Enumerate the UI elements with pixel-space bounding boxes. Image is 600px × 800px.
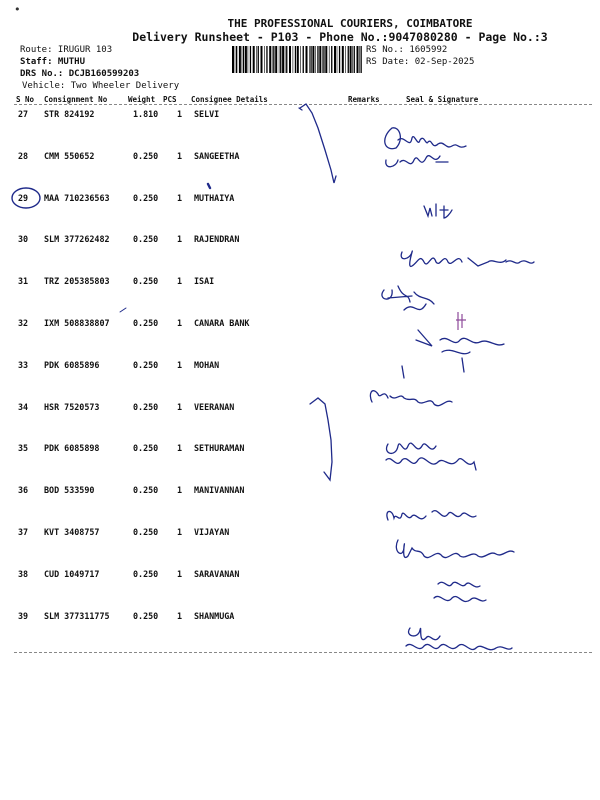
row-sno: 31 [18, 276, 29, 287]
row-pcs: 1 [177, 234, 183, 245]
row-sno: 34 [18, 401, 29, 412]
scan-mark: • [14, 3, 21, 16]
row-pcs: 1 [177, 359, 183, 370]
row-sno: 27 [18, 109, 29, 119]
row-consignment-no: SLM 377262482 [44, 234, 110, 245]
signature-31 [382, 286, 434, 310]
row-sno: 38 [18, 568, 29, 579]
vehicle-label: Vehicle: Two Wheeler Delivery [22, 81, 180, 91]
row-weight: 0.250 [133, 150, 159, 161]
rs-date: RS Date: 02-Sep-2025 [366, 57, 475, 67]
row-pcs: 1 [177, 109, 183, 119]
row-pcs: 1 [177, 527, 183, 537]
row-pcs: 1 [177, 610, 183, 621]
row-weight: 0.250 [133, 234, 159, 245]
row-weight: 0.250 [133, 610, 159, 621]
col-remarks: Remarks [348, 95, 380, 104]
row-pcs: 1 [177, 318, 183, 328]
row-consignment-no: BOD 533590 [44, 485, 95, 496]
row-consignee: CANARA BANK [194, 318, 250, 328]
row-consignee: SARAVANAN [194, 568, 240, 579]
signature-29 [424, 204, 452, 218]
row-sno: 37 [18, 527, 29, 537]
row-consignment-no: PDK 6085898 [44, 443, 100, 454]
row-consignment-no: TRZ 205385803 [44, 276, 110, 287]
row-consignee: SHANMUGA [194, 610, 235, 621]
row-consignment-no: IXM 508838807 [44, 318, 110, 328]
signature-30 [401, 251, 534, 266]
company-title: THE PROFESSIONAL COURIERS, COIMBATORE [227, 17, 473, 30]
col-sno: S No [16, 95, 35, 104]
row-sno: 33 [18, 359, 29, 370]
row-consignment-no: HSR 7520573 [44, 401, 100, 412]
row-sno: 39 [18, 610, 29, 621]
row-consignee: MANIVANNAN [194, 485, 245, 496]
row-pcs: 1 [177, 150, 183, 161]
signature-35 [386, 443, 476, 470]
row-consignment-no: KVT 3408757 [44, 527, 100, 537]
row-consignee: SETHURAMAN [194, 443, 245, 454]
row-consignment-no: PDK 6085896 [44, 359, 100, 370]
signature-32 [416, 330, 504, 354]
row-weight: 0.250 [133, 527, 159, 537]
row-consignment-no: STR 824192 [44, 109, 95, 119]
col-consignment: Consignment No [44, 95, 108, 104]
check-mark-27 [300, 104, 336, 183]
runsheet-subtitle: Delivery Runsheet - P103 - Phone No.:9047080280 - Page No.:3 [132, 30, 548, 44]
row-consignee: SANGEETHA [194, 150, 240, 161]
row-weight: 0.250 [133, 359, 159, 370]
row-consignee: VIJAYAN [194, 527, 230, 537]
signature-36 [387, 511, 476, 520]
row-weight: 0.250 [133, 485, 159, 496]
row-pcs: 1 [177, 443, 183, 454]
signature-38 [434, 582, 486, 601]
row-pcs: 1 [177, 276, 183, 287]
row-pcs: 1 [177, 568, 183, 579]
row-consignee: VEERANAN [194, 401, 235, 412]
row-sno: 30 [18, 234, 29, 245]
row-weight: 0.250 [133, 192, 159, 203]
row-sno: 28 [18, 150, 29, 161]
row-sno: 35 [18, 443, 29, 454]
sno-circle [12, 188, 40, 208]
row-weight: 0.250 [133, 568, 159, 579]
mark-33 [402, 358, 464, 378]
row-pcs: 1 [177, 401, 183, 412]
signature-28 [385, 128, 466, 149]
row-consignee: MOHAN [194, 359, 220, 370]
drs-label: DRS No.: DCJB160599203 [20, 69, 140, 79]
row-weight: 0.250 [133, 276, 159, 287]
row-weight: 0.250 [133, 401, 159, 412]
col-weight: Weight [128, 95, 156, 104]
signature-34 [370, 391, 452, 406]
row-consignee: MUTHAIYA [194, 192, 235, 203]
row-sno: 36 [18, 485, 29, 496]
row-pcs: 1 [177, 192, 183, 203]
row-weight: 0.250 [133, 443, 159, 454]
rs-number: RS No.: 1605992 [366, 45, 448, 55]
check-mark-34 [310, 398, 332, 480]
row-consignment-no: CMM 550652 [44, 150, 95, 161]
row-sno: 32 [18, 318, 29, 328]
route-label: Route: IRUGUR 103 [20, 45, 113, 55]
row-consignee: RAJENDRAN [194, 234, 240, 245]
row-consignee: ISAI [194, 276, 215, 287]
row-sno: 29 [18, 192, 29, 203]
col-seal: Seal & Signature [406, 95, 479, 104]
row-consignment-no: MAA 710236563 [44, 192, 110, 203]
col-pcs: PCS [163, 95, 177, 104]
row-consignment-no: SLM 377311775 [44, 610, 110, 621]
row-pcs: 1 [177, 485, 183, 496]
staff-label: Staff: MUTHU [20, 57, 86, 67]
signature-39 [406, 628, 512, 650]
row-weight: 1.810 [133, 109, 159, 119]
row-weight: 0.250 [133, 318, 159, 328]
row-consignment-no: CUD 1049717 [44, 568, 100, 579]
row-consignee: SELVI [194, 109, 220, 119]
stamp-fragment [456, 312, 466, 330]
col-consignee: Consignee Details [191, 95, 268, 104]
signature-37 [396, 540, 514, 558]
